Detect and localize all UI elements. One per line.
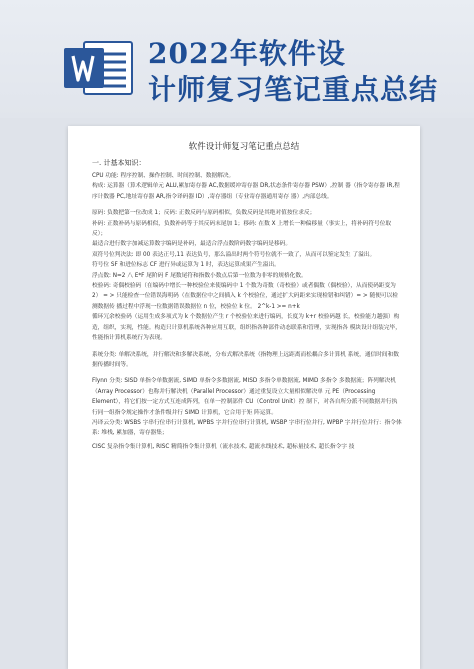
text-line: 校验码: 奇偶校验码（在编码中增长一种校验位来使编码中 1 个数为奇数（奇校验）或者偶数（偶校验），从而使码距变为 2） = > 只能检查一位错误海明码（在数据位中之间插入 k 个校验位，通过扩大码距来实现检错和纠错）= > 随便可以检测数据传 播过程中浮现一位数据错误数据位 n 位，校验位 k 位。 2^k-1 >= n+k bbox=[92, 283, 398, 310]
page-header bbox=[0, 0, 474, 118]
text-line: 循环冗余校验码（运用生成多项式为 k 个数据位产生 r 个校验位来进行编码，长度为 k+r 校验码越 长，校验能力越强）构造，组织，实现，性能。构造只计算机系统各种应用互联，组织指各种部件动态联系和管理，实现指各 模块设计组装完毕，性能指计算机系统行为表现。 bbox=[92, 314, 401, 342]
text-line: 补码: 正数补码与原码相似，负数补码等于其反码末尾加 1；移码: 在数 X 上增长一种偏移量（事实上，将补码符号位取反）； bbox=[92, 220, 392, 238]
paragraph-system bbox=[92, 350, 402, 453]
document-title: 软件设计师复习笔记重点总结 bbox=[188, 142, 300, 152]
text-line: 最适合进行数字加减运算数字编码是补码，最适合浮点数阶码数字编码是移码。 bbox=[92, 241, 292, 248]
text-line: CISC 复杂指令集计算机, RISC 精简指令集计算机（流水技术, 超流水线技术, 超标量技术, 超长指令字 技 bbox=[92, 443, 355, 450]
text-line: 冯译云分类: WSBS 字串行位串行计算机, WPBS 字并行位串行计算机, WSBP 字串行位并行, WPBP 字并行位并行：指令体系: 堆栈, 累加器，寄存器集； bbox=[92, 419, 402, 437]
text-line: Flynn 分类: SISD 单指令单数据流, SIMD 单指令多数据流, MISD 多指令单数据流, MIMD 多指令 多数据流；阵列解决机（Array Processor）也称并行解决机（Parallel Processor）通过重复设立大量相似解决单 元 PE（Processing Element），将它们按一定方式互连成阵列，在单一控制部件 CU（Control Unit）控 制下，对各自所分派不同数据并行执行同一组指令规定操作才条件级并行 SIMD 计算机，它合用于矩 阵运算。 bbox=[92, 378, 398, 416]
page-title-line-2: 计师复习笔记重点总结 bbox=[148, 73, 439, 106]
paragraph-encoding bbox=[92, 208, 402, 343]
text-line: 双符号位判决法: 即 00 表达正号,11 表达负号，那么溢出时两个符号位就不一致了，从而可以鉴定发生 了溢出。 bbox=[92, 251, 376, 258]
text-line: 系统分类: 单解决系统，并行解决和多解决系统，分布式解决系统（指物理上远距离而松耦合多计算机 系统，通信时间和数据传播时间等。 bbox=[92, 351, 399, 368]
section-heading: 一. 计基本知识： bbox=[92, 159, 146, 167]
word-document-icon bbox=[62, 38, 134, 98]
paragraph-cpu bbox=[92, 171, 402, 202]
text-line: 构成: 运算器（算术逻辑单元 ALU,累加寄存器 AC,数据缓冲寄存器 DR,状态条件寄存器 PSW）,控制 器（指令寄存器 IR,程序计数器 PC,地址寄存器 AR,指令译码器 ID）,寄存器组（专业寄存器通用寄存 器）,内部总线。 bbox=[92, 183, 400, 200]
text-line: 符号位 SF 和进位标志 CF 进行异或运算为 1 时，表达运算成果产生溢出。 bbox=[92, 262, 280, 269]
text-line: 浮点数: N=2 八 E*F 尾阶码 F 尾数尾符和指数小数点后第一位数为非零的规格化数。 bbox=[92, 272, 307, 279]
text-line: CPU 功能: 程序控制、操作控制、时间控制、数据解决。 bbox=[92, 173, 235, 179]
page-title-line-1: 2022年软件设 bbox=[148, 37, 346, 70]
document-page bbox=[68, 126, 420, 669]
text-line: 原码: 负数把第一位改成 1；反码: 正数反码与原码相似，负数反码是其绝对值按位求反； bbox=[92, 210, 316, 217]
